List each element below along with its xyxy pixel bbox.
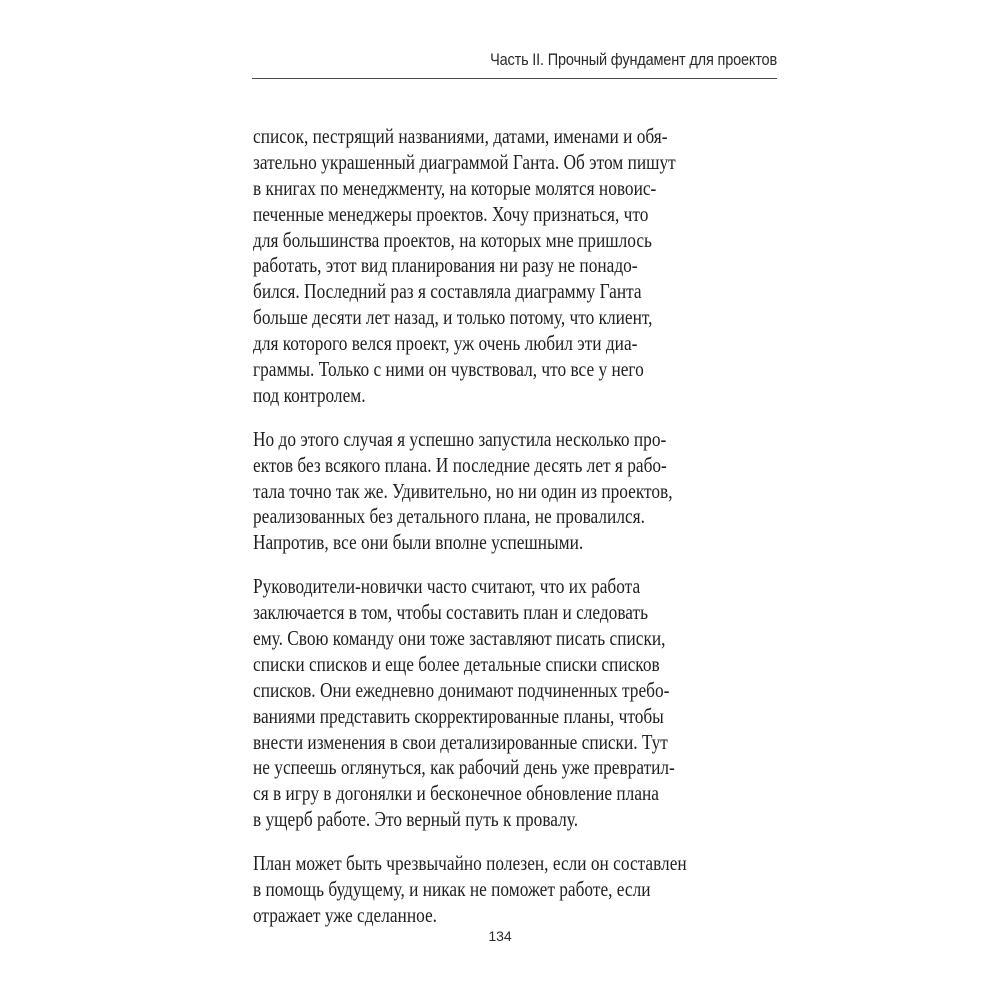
text-line: для которого велся проект, уж очень любил эти диа-	[253, 331, 638, 356]
text-line: больше десяти лет назад, и только потому, что клиент,	[253, 305, 653, 330]
text-line: печенные менеджеры проектов. Хочу признаться, что	[253, 201, 649, 226]
text-line: в помощь будущему, и никак не поможет работе, если	[253, 877, 651, 902]
paragraph	[253, 574, 853, 833]
text-line: список, пестрящий названиями, датами, именами и обя-	[253, 124, 668, 148]
paragraph	[253, 851, 853, 929]
text-line: списки списков и еще более детальные списки списков	[253, 651, 660, 676]
text-line: заключается в том, чтобы составить план и следовать	[253, 600, 649, 625]
body-text	[253, 124, 853, 947]
text-line: ектов без всякого плана. И последние десять лет я рабо-	[253, 452, 667, 477]
text-line: под контролем.	[253, 382, 366, 407]
text-line: реализованных без детального плана, не провалился.	[253, 504, 645, 529]
page-number: 134	[488, 928, 512, 944]
text-line: списков. Они ежедневно донимают подчиненных требо-	[253, 677, 670, 702]
header-rule	[252, 78, 777, 79]
text-line: Но до этого случая я успешно запустила несколько про-	[253, 426, 667, 451]
text-line: Напротив, все они были вполне успешными.	[253, 530, 584, 555]
text-line: зательно украшенный диаграммой Ганта. Об этом пишут	[253, 149, 676, 174]
text-line: тала точно так же. Удивительно, но ни один из проектов,	[253, 478, 673, 503]
text-line: в книгах по менеджменту, на которые молятся новоис-	[253, 175, 657, 200]
running-head: Часть II. Прочный фундамент для проектов	[490, 51, 777, 69]
text-line: бился. Последний раз я составляла диаграмму Ганта	[253, 279, 642, 304]
text-line: Руководители-новички часто считают, что их работа	[253, 574, 641, 599]
text-line: не успеешь оглянуться, как рабочий день уже превратил-	[253, 755, 675, 780]
text-line: граммы. Только с ними он чувствовал, что все у него	[253, 357, 644, 382]
text-line: ему. Свою команду они тоже заставляют писать списки,	[253, 626, 666, 651]
text-line: отражает уже сделанное.	[253, 902, 437, 927]
text-line: внести изменения в свои детализированные списки. Тут	[253, 729, 668, 754]
paragraph	[253, 427, 853, 556]
text-line: ся в игру в догонялки и бесконечное обновление плана	[253, 781, 659, 806]
text-line: в ущерб работе. Это верный путь к провалу.	[253, 807, 579, 832]
paragraph	[253, 124, 853, 409]
text-line: ваниями представить скорректированные планы, чтобы	[253, 703, 664, 728]
text-line: План может быть чрезвычайно полезен, если он составлен	[253, 851, 687, 876]
text-line: для большинства проектов, на которых мне пришлось	[253, 227, 652, 252]
text-line: работать, этот вид планирования ни разу не понадо-	[253, 253, 638, 278]
